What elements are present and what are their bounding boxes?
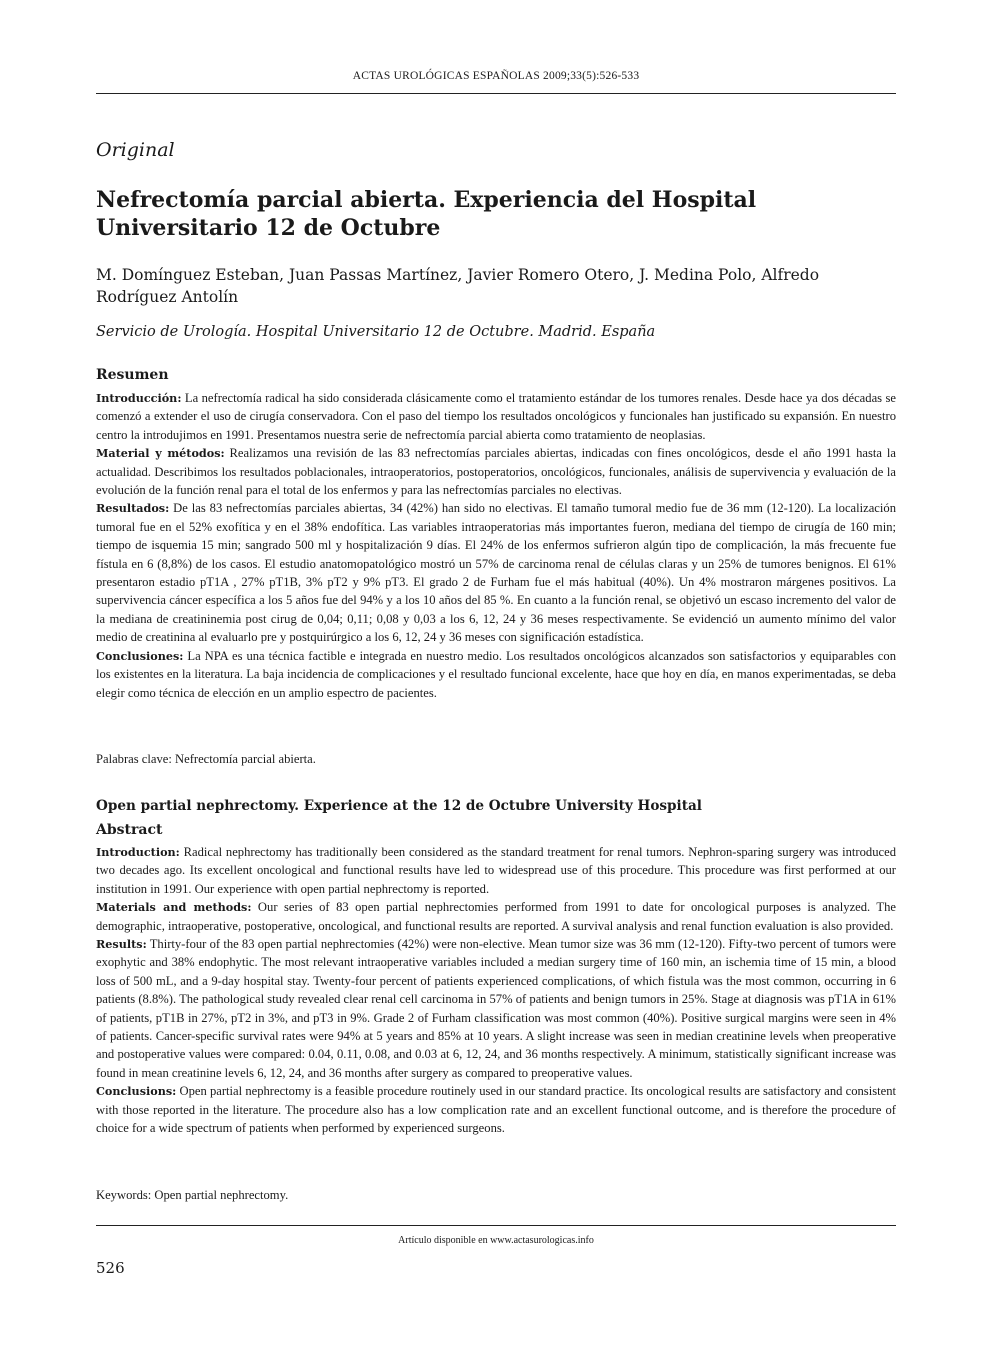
abstract-methods xyxy=(96,898,896,935)
section-label: Original xyxy=(96,139,175,161)
resumen-heading: Resumen xyxy=(96,367,169,383)
resumen-metodos-text: Realizamos una revisión de las 83 nefrectomías parciales abiertas, indicadas con fines oncológicos, desde el año 1991 hasta la actualidad. Describimos los resultados poblacionales, intraoperatorios, postoperatorios, oncológicos, funcionales, análisis de supervivencia y evaluación de la evolución de la función renal para el total de los enfermos y para las nefrectomías parciales no electivas. xyxy=(96,446,896,498)
abstract-introduction-text: Radical nephrectomy has traditionally been considered as the standard treatment for renal tumors. Nephron-sparing surgery was introduced two decades ago. Its excellent oncological and functional results have led to widespread use of this procedure. This procedure was first performed at our institution in 1991. Our experience with open partial nephrectomy is reported. xyxy=(96,845,896,896)
resumen-resultados-label: Resultados: xyxy=(96,501,170,516)
author-list: M. Domínguez Esteban, Juan Passas Martínez, Javier Romero Otero, J. Medina Polo, Alfredo Rodríguez Antolín xyxy=(96,266,820,306)
resumen-introduccion xyxy=(96,389,896,444)
abstract-conclusions-text: Open partial nephrectomy is a feasible procedure routinely used in our standard practice. Its oncological results are satisfactory and consistent with those reported in the literature. The procedure also has a low complication rate and an excellent functional outcome, and is therefore the procedure of choice for a wide spectrum of patients when performed by experienced surgeons. xyxy=(96,1084,896,1136)
affiliation: Servicio de Urología. Hospital Universitario 12 de Octubre. Madrid. España xyxy=(96,324,656,340)
page-number: 526 xyxy=(96,1259,125,1277)
resumen-body xyxy=(96,389,896,702)
abstract-introduction-label: Introduction: xyxy=(96,845,180,859)
resumen-resultados-text: De las 83 nefrectomías parciales abiertas, 34 (42%) han sido no electivas. El tamaño tumoral medio fue de 36 mm (12-120). La localización tumoral fue en el 52% exofítica y en el 38% endofítica. Las variables intraoperatorias más importantes fueron, mediana del tiempo de cirugía de 160 min; tiempo de isquemia 15 min; sangrado 500 ml y hospitalización 9 días. El 24% de los enfermos sufrieron algún tipo de complicación, la más frecuente fue fístula en 6 (8,8%) de los casos. El estudio anatomopatológico mostró un 57% de carcinoma renal de células claras y un 25% de tumores benignos. El 61% presentaron estadio pT1A , 27% pT1B, 3% pT2 y 9% pT3. El grado 2 de Furham fue el más habitual (40%). Un 4% mostraron márgenes positivos. La supervivencia cáncer específica a los 5 años fue del 94% y a los 10 años del 85 %. En cuanto a la función renal, se objetivó un escaso incremento del valor de la mediana de creatininemia post cirug de 0,04; 0,11; 0,08 y 0,03 a los 6, 12, 24 y 36 meses respectivamente. Se evidenció un aumento mínimo del valor medio de creatinina al evaluarlo pre y postquirúrgico a los 6, 12, 24 y 36 meses con significación estadística. xyxy=(96,501,896,645)
abstract-introduction xyxy=(96,843,896,898)
abstract-results-label: Results: xyxy=(96,937,147,952)
resumen-introduccion-text: La nefrectomía radical ha sido considerada clásicamente como el tratamiento estándar de los tumores renales. Desde hace ya dos décadas se comenzó a extender el uso de cirugía conservadora. Con el paso del tiempo los resultados oncológicos y funcionales han justificado su expansión. En nuestro centro la introdujimos en 1991. Presentamos nuestra serie de nefrectomía parcial abierta como tratamiento de neoplasias. xyxy=(96,391,896,442)
abstract-conclusions-label: Conclusions: xyxy=(96,1084,177,1099)
abstract-heading: Abstract xyxy=(96,822,163,838)
resumen-resultados xyxy=(96,499,896,646)
availability-note: Artículo disponible en www.actasurologicas.info xyxy=(398,1235,594,1246)
resumen-conclusiones-text: La NPA es una técnica factible e integrada en nuestro medio. Los resultados oncológicos alcanzados son satisfactorios y equiparables con los existentes en la literatura. La baja incidencia de complicaciones y el resultado funcional excelente, hace que hoy en día, en manos experimentadas, se deba elegir como técnica de elección en un amplio espectro de pacientes. xyxy=(96,648,896,700)
abstract-conclusions xyxy=(96,1082,896,1137)
footer-rule xyxy=(96,1225,896,1226)
resumen-metodos xyxy=(96,444,896,499)
abstract-results-text: Thirty-four of the 83 open partial nephrectomies (42%) were non-elective. Mean tumor size was 36 mm (12-120). Fifty-two percent of tumors were exophytic and 38% endophytic. The most relevant intraoperative variables included a median surgery time of 160 min, an ischemia time of 15 min, a blood loss of 500 mL, and a 9-day hospital stay. Twenty-four percent of patients experienced complications, of which fistula was the most common, occurring in 6 patients (8.8%). The pathological study revealed clear renal cell carcinoma in 57% of patients and benign tumors in 25%. Stage at diagnosis was pT1A in 61% of patients, pT1B in 27%, pT2 in 3%, and pT3 in 9%. Grade 2 of Furham classification was most common (40%). Positive surgical margins were seen in 4% of patients. Cancer-specific survival rates were 94% at 5 years and 85% at 10 years. A slight increase was seen in median creatinine levels when preoperative and postoperative values were compared: 0.04, 0.11, 0.08, and 0.03 at 6, 12, 24, and 36 months respectively. A minimum, statistically significant increase was found in mean creatinine levels 6, 12, 24, and 36 months after surgery as compared to preoperative values. xyxy=(96,937,896,1080)
english-title: Open partial nephrectomy. Experience at the 12 de Octubre University Hospital xyxy=(96,798,702,814)
abstract-body xyxy=(96,843,896,1138)
abstract-methods-label: Materials and methods: xyxy=(96,900,252,915)
header-rule xyxy=(96,93,896,94)
keywords: Keywords: Open partial nephrectomy. xyxy=(96,1188,289,1202)
resumen-conclusiones xyxy=(96,647,896,702)
journal-header: ACTAS UROLÓGICAS ESPAÑOLAS 2009;33(5):526-533 xyxy=(352,70,640,82)
abstract-results xyxy=(96,935,896,1082)
palabras-clave: Palabras clave: Nefrectomía parcial abierta. xyxy=(96,752,316,766)
resumen-conclusiones-label: Conclusiones: xyxy=(96,648,184,663)
article-title: Nefrectomía parcial abierta. Experiencia del Hospital Universitario 12 de Octubre xyxy=(96,187,757,241)
resumen-introduccion-label: Introducción: xyxy=(96,391,182,405)
resumen-metodos-label: Material y métodos: xyxy=(96,446,225,461)
abstract-methods-text: Our series of 83 open partial nephrectomies performed from 1991 to date for oncological purposes is analyzed. The demographic, intraoperative, postoperative, oncological, and functional results are reported. A survival analysis and renal function evaluation is also provided. xyxy=(96,900,897,933)
